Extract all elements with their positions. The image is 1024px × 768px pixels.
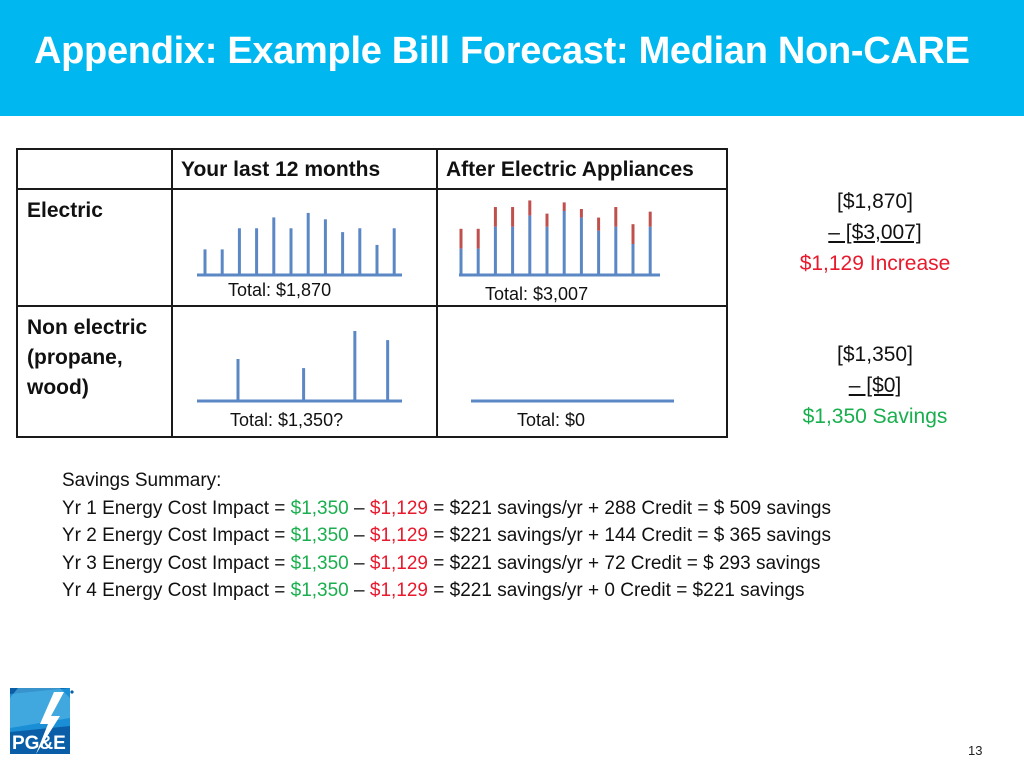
summary-line: Yr 1 Energy Cost Impact = $1,350 – $1,129 = $221 savings/yr + 288 Credit = $ 509 savings <box>62 497 831 519</box>
increase-result: $1,129 Increase <box>799 252 951 275</box>
chart-cell-electric-after <box>437 189 727 306</box>
summary-line: Yr 2 Energy Cost Impact = $1,350 – $1,129 = $221 savings/yr + 144 Credit = $ 365 savings <box>62 525 831 546</box>
pge-logo <box>10 688 74 761</box>
column-header: After Electric Appliances <box>446 158 694 181</box>
increase-amount: $1,129 <box>369 497 428 519</box>
summary-line: Yr 3 Energy Cost Impact = $1,350 – $1,129 = $221 savings/yr + 72 Credit = $ 293 savings <box>62 552 821 574</box>
savings-amount: $1,350 <box>290 497 349 519</box>
nonelectric-calculation <box>775 339 975 432</box>
summary-line: Yr 4 Energy Cost Impact = $1,350 – $1,129 = $221 savings/yr + 0 Credit = $221 savings <box>62 580 805 601</box>
chart-cell-electric-last <box>172 189 437 306</box>
logo-wordmark: PG&E <box>12 733 66 754</box>
row-label-cell <box>17 189 172 306</box>
savings-summary <box>62 467 831 605</box>
chart-cell-nonelectric-after <box>437 306 727 437</box>
savings-amount: $1,350 <box>290 552 349 574</box>
row-label-nonelectric: Non electric (propane, wood) <box>27 316 148 399</box>
summary-heading: Savings Summary: <box>62 470 222 491</box>
total-label: Total: $1,870 <box>228 280 332 300</box>
row-label-cell <box>17 306 172 437</box>
header-cell-last-12-months <box>172 149 437 189</box>
column-header: Your last 12 months <box>181 158 381 181</box>
increase-amount: $1,129 <box>369 580 428 601</box>
electric-calculation <box>775 186 975 279</box>
row-label-electric: Electric <box>27 199 103 222</box>
page-number: 13 <box>968 743 983 758</box>
header-cell-after-appliances <box>437 149 727 189</box>
savings-amount: $1,350 <box>290 525 349 546</box>
bill-forecast-table <box>16 148 728 438</box>
table-header-row <box>17 149 727 189</box>
calc-line: [$1,350] <box>837 343 913 366</box>
calc-line: – [$0] <box>848 374 902 397</box>
table-row-electric <box>17 189 727 306</box>
increase-amount: $1,129 <box>369 525 428 546</box>
total-label: Total: $0 <box>517 410 586 430</box>
savings-result: $1,350 Savings <box>802 405 948 428</box>
calc-line: – [$3,007] <box>828 221 922 244</box>
header-cell-empty <box>17 149 172 189</box>
total-label: Total: $3,007 <box>485 284 589 304</box>
page-title: Appendix: Example Bill Forecast: Median Non-CARE <box>34 30 970 72</box>
title-banner <box>0 0 1024 116</box>
increase-amount: $1,129 <box>369 552 428 574</box>
calc-line: [$1,870] <box>837 190 913 213</box>
table-row-nonelectric <box>17 306 727 437</box>
total-label: Total: $1,350? <box>230 410 344 430</box>
savings-amount: $1,350 <box>290 580 349 601</box>
chart-cell-nonelectric-last <box>172 306 437 437</box>
